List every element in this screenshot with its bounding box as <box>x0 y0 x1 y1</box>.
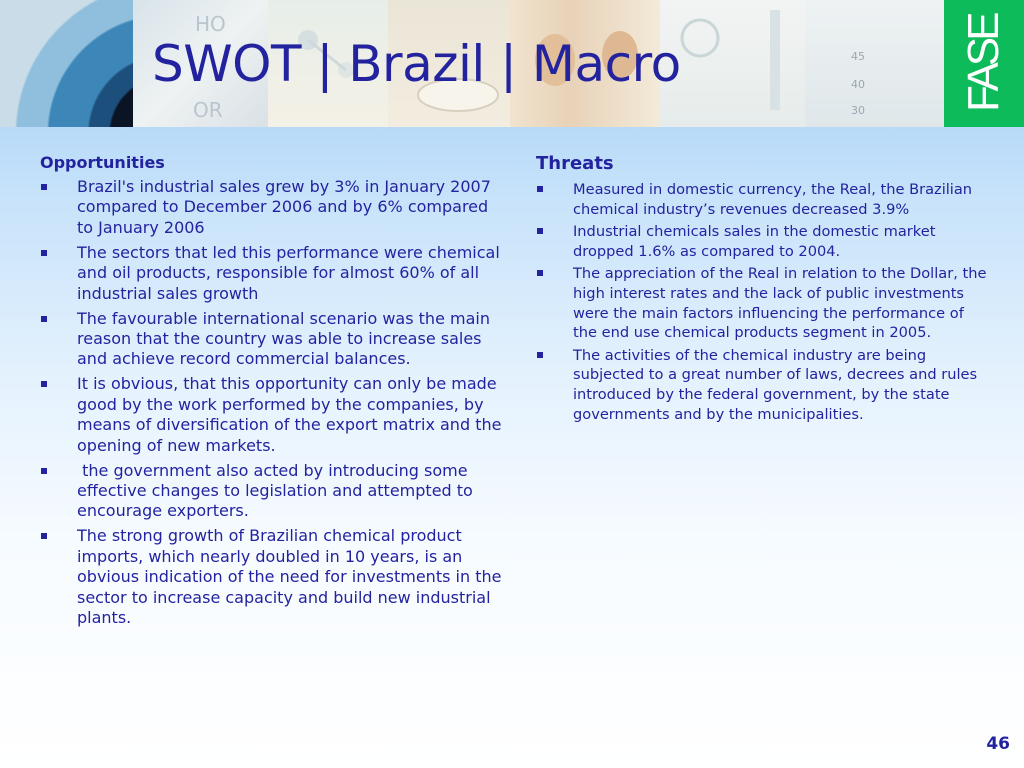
opportunities-list <box>40 177 502 629</box>
square-bullet-icon <box>41 381 47 387</box>
opportunity-item <box>40 526 502 628</box>
threat-text: Industrial chemicals sales in the domestic market dropped 1.6% as compared to 2004. <box>573 223 936 260</box>
threat-item <box>536 264 988 342</box>
opportunity-item <box>40 309 502 370</box>
square-bullet-icon <box>537 186 543 192</box>
square-bullet-icon <box>41 250 47 256</box>
graduated-cylinder-image <box>805 0 945 127</box>
square-bullet-icon <box>537 270 543 276</box>
opportunity-text: The sectors that led this performance were chemical and oil products, responsible for almost 60% of all industrial sales growth <box>77 242 500 303</box>
square-bullet-icon <box>41 184 47 190</box>
opportunity-item <box>40 461 502 522</box>
threats-heading: Threats <box>536 153 614 174</box>
opportunity-text: It is obvious, that this opportunity can only be made good by the work performed by the companies, by means of diversification of the export matrix and the opening of new markets. <box>77 374 502 455</box>
page-number: 46 <box>986 734 1010 754</box>
slide-title: SWOT | Brazil | Macro <box>152 35 681 93</box>
square-bullet-icon <box>537 228 543 234</box>
threats-list <box>536 180 988 424</box>
grad-mark-45: 45 <box>851 50 865 63</box>
opportunity-item <box>40 243 502 304</box>
chem-formula-bottom: OR <box>193 98 223 122</box>
threat-text: Measured in domestic currency, the Real, the Brazilian chemical industry’s revenues decreased 3.9% <box>573 181 973 218</box>
flask-image <box>660 0 805 127</box>
grad-mark-40: 40 <box>851 78 865 91</box>
chem-formula-top: HO <box>195 12 226 36</box>
opportunity-text: Brazil's industrial sales grew by 3% in January 2007 compared to December 2006 and by 6% compared to January 2006 <box>77 177 491 237</box>
opportunities-section <box>40 152 502 633</box>
fase-logo <box>944 0 1024 127</box>
opportunity-item <box>40 374 502 456</box>
square-bullet-icon <box>537 352 543 358</box>
opportunity-text: the government also acted by introducing some effective changes to legislation and attempted to encourage exporters. <box>77 460 478 521</box>
opportunity-item <box>40 177 502 238</box>
threat-item <box>536 222 988 261</box>
threats-section <box>536 152 988 427</box>
threat-text: The appreciation of the Real in relation to the Dollar, the high interest rates and the lack of public investments were the main factors influencing the performance of the end use chemical products segment in 2005. <box>573 265 987 342</box>
opportunity-text: The strong growth of Brazilian chemical product imports, which nearly doubled in 10 years, is an obvious indication of the need for investments in the sector to increase capacity and build new industrial plants. <box>77 526 502 628</box>
square-bullet-icon <box>41 468 47 474</box>
flask-graphic <box>660 0 805 127</box>
square-bullet-icon <box>41 316 47 322</box>
threat-item <box>536 180 988 219</box>
logo-text: FASE <box>959 15 1008 112</box>
opportunity-text: The favourable international scenario was the main reason that the country was able to increase sales and achieve record commercial balances. <box>77 308 490 369</box>
square-bullet-icon <box>41 533 47 539</box>
grad-mark-30: 30 <box>851 104 865 117</box>
threat-text: The activities of the chemical industry are being subjected to a great number of laws, decrees and rules introduced by the federal government, by the state governments and by the municipalities. <box>573 346 978 423</box>
eye-image <box>0 0 133 127</box>
threat-item <box>536 346 988 424</box>
opportunities-heading: Opportunities <box>40 153 165 172</box>
